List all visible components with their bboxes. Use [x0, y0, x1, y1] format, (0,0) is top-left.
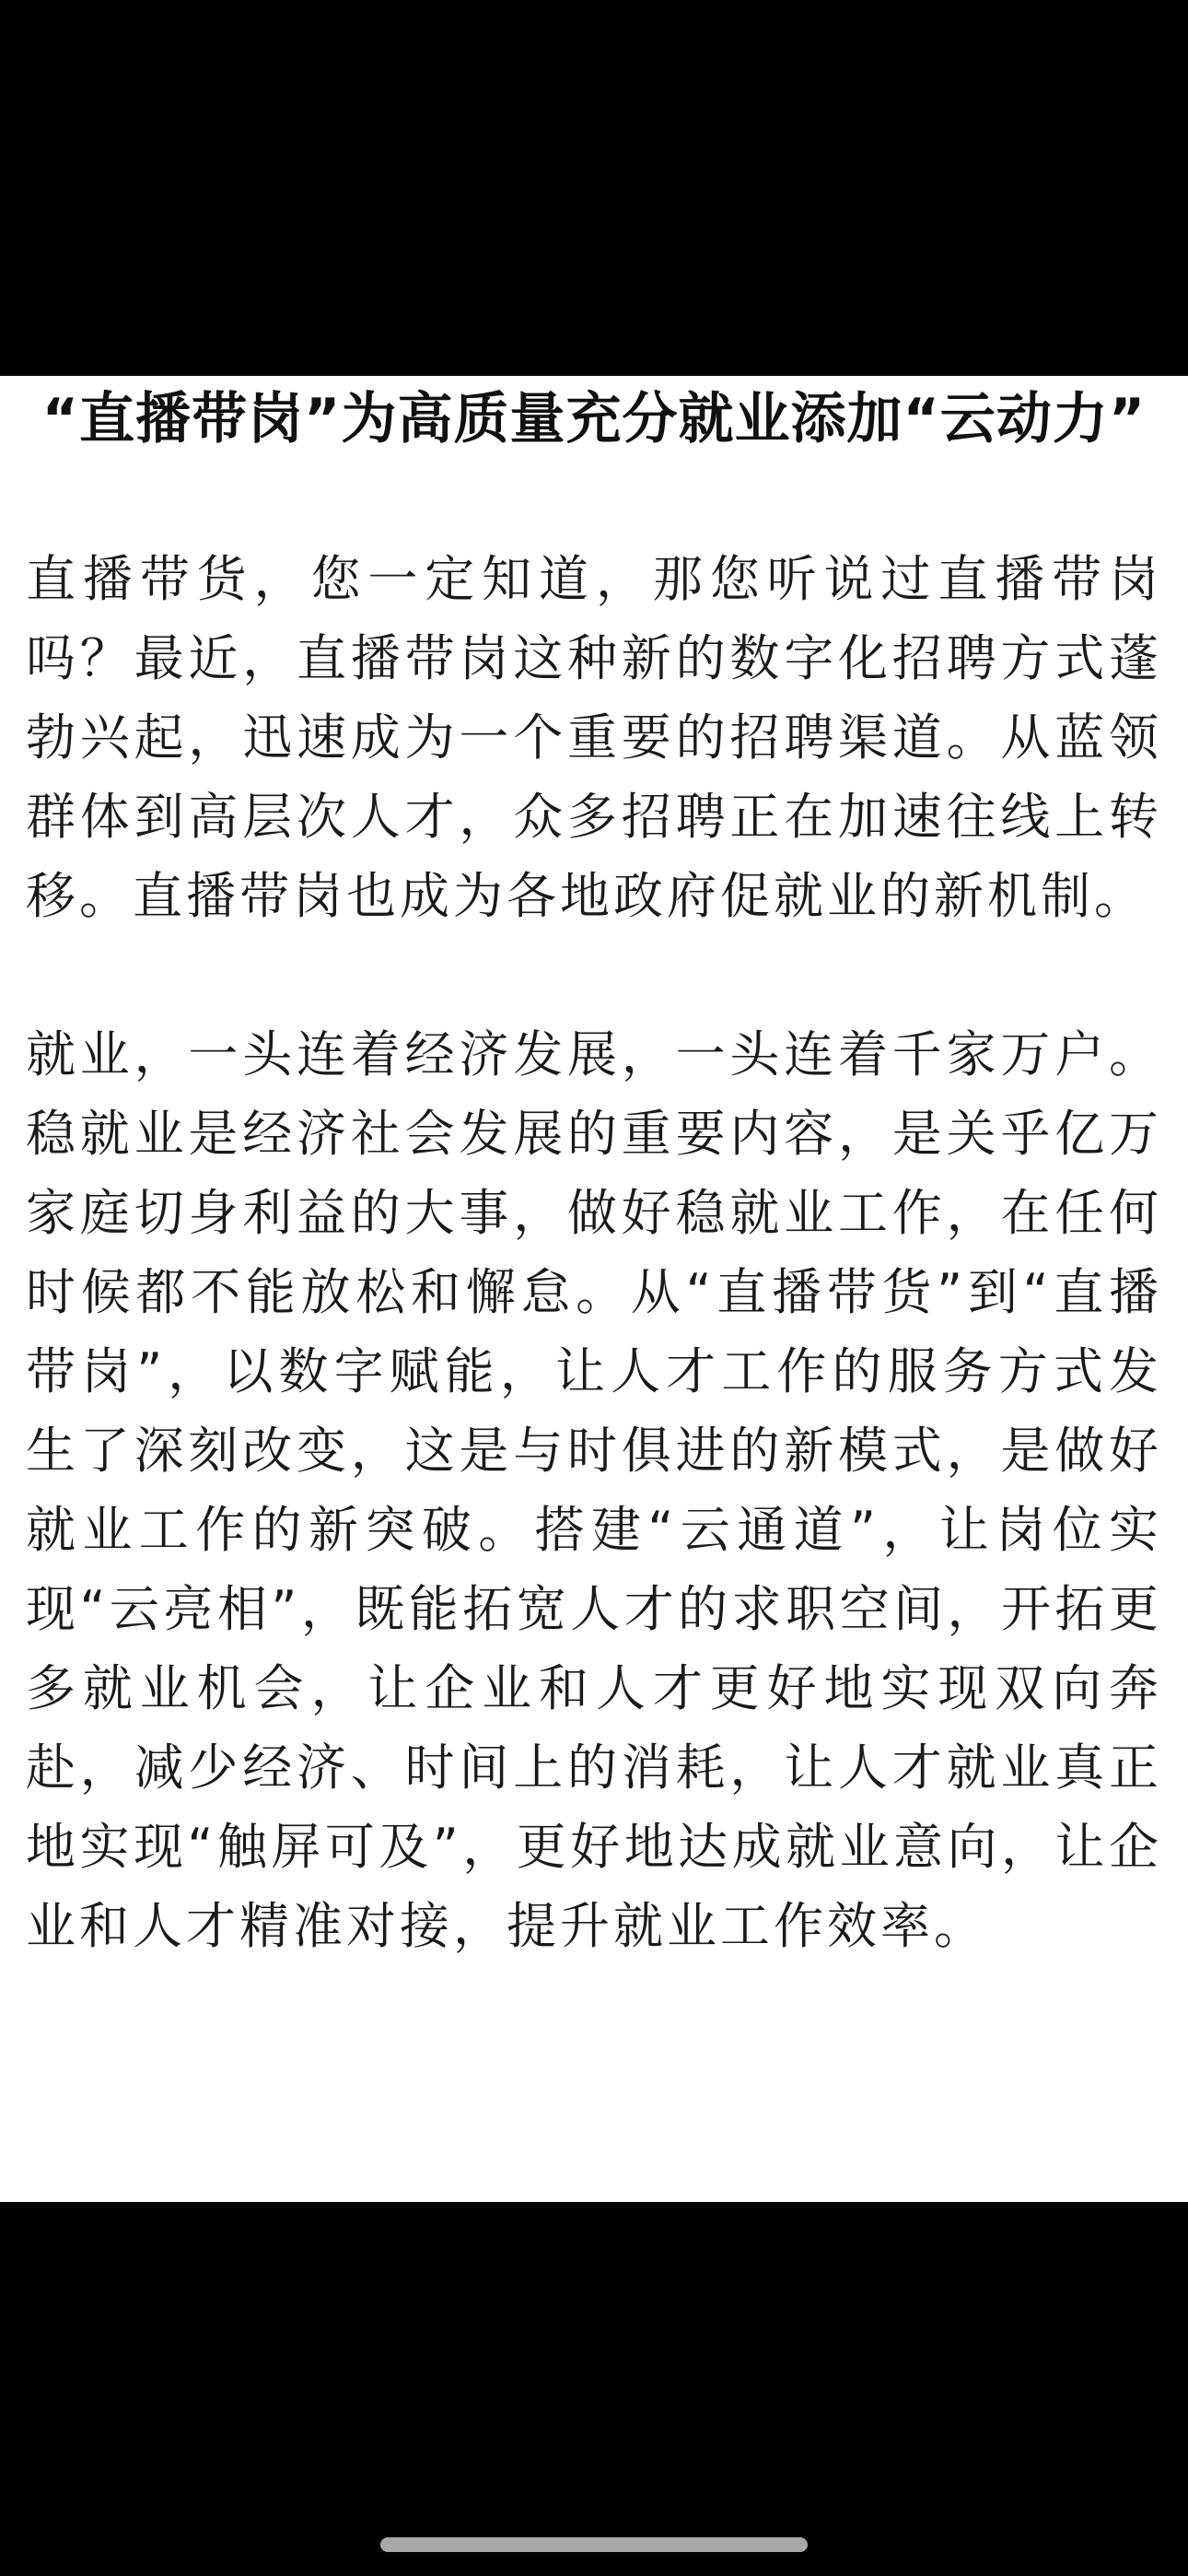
article-content	[0, 376, 1188, 2202]
home-indicator[interactable]	[380, 2537, 808, 2552]
article-paragraph-1: 直播带货，您一定知道，那您听说过直播带岗吗？最近，直播带岗这种新的数字化招聘方式蓬勃兴起，迅速成为一个重要的招聘渠道。从蓝领群体到高层次人才，众多招聘正在加速往线上转移。直播带岗也成为各地政府促就业的新机制。	[26, 550, 1162, 925]
article-paragraph-2: 就业，一头连着经济发展，一头连着千家万户。稳就业是经济社会发展的重要内容，是关乎亿万家庭切身利益的大事，做好稳就业工作，在任何时候都不能放松和懈怠。从“直播带货”到“直播带岗”，以数字赋能，让人才工作的服务方式发生了深刻改变，这是与时俱进的新模式，是做好就业工作的新突破。搭建“云通道”，让岗位实现“云亮相”，既能拓宽人才的求职空间，开拓更多就业机会，让企业和人才更好地实现双向奔赴，减少经济、时间上的消耗，让人才就业真正地实现“触屏可及”，更好地达成就业意向，让企业和人才精准对接，提升就业工作效率。	[26, 1025, 1162, 1955]
top-black-area	[0, 0, 1188, 376]
article-title: “直播带岗”为高质量充分就业添加“云动力”	[41, 387, 1147, 451]
bottom-black-area	[0, 2202, 1188, 2576]
